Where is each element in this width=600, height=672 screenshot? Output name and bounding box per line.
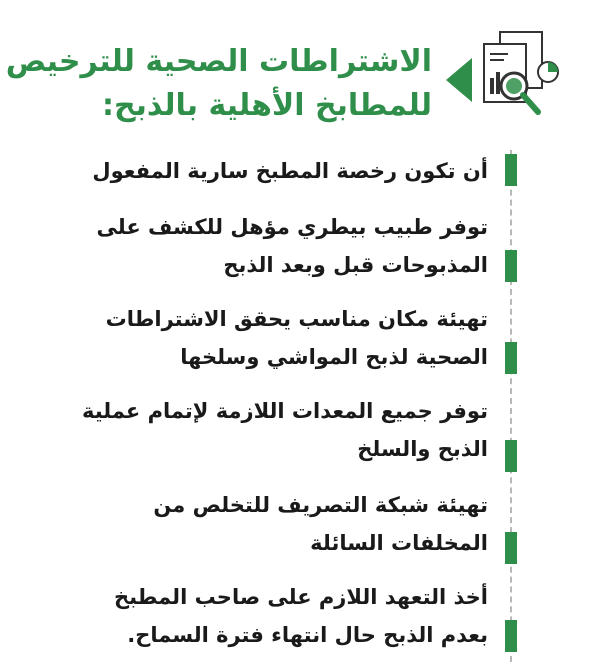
title-line-2: للمطابخ الأهلية بالذبح: — [102, 88, 432, 123]
item-marker — [505, 342, 517, 374]
item-marker — [505, 250, 517, 282]
list-item — [18, 578, 488, 654]
list-item — [18, 486, 488, 562]
pointer-arrow-icon — [446, 58, 472, 102]
list-item — [18, 152, 488, 190]
requirements-list — [0, 150, 600, 670]
list-item — [18, 300, 488, 376]
list-item-line: توفر جميع المعدات اللازمة لإتمام عملية — [81, 399, 488, 423]
dashed-rail — [510, 150, 512, 662]
list-item-line: الصحية لذبح المواشي وسلخها — [180, 345, 488, 369]
item-marker — [505, 440, 517, 472]
list-item — [18, 208, 488, 284]
list-item-line: توفر طبيب بيطري مؤهل للكشف على — [96, 215, 488, 239]
list-item-line: الذبح والسلخ — [357, 437, 488, 461]
item-marker — [505, 532, 517, 564]
document-magnifier-icon — [478, 28, 570, 128]
list-item-line: المخلفات السائلة — [310, 531, 488, 555]
list-item — [18, 392, 488, 468]
list-item-line: المذبوحات قبل وبعد الذبح — [223, 253, 488, 277]
title-line-1: الاشتراطات الصحية للترخيص — [5, 44, 432, 79]
item-marker — [505, 154, 517, 186]
page-title — [5, 40, 432, 128]
list-item-line: أن تكون رخصة المطبخ سارية المفعول — [92, 159, 488, 183]
list-item-line: بعدم الذبح حال انتهاء فترة السماح. — [127, 623, 488, 647]
list-item-line: أخذ التعهد اللازم على صاحب المطبخ — [113, 585, 488, 609]
list-item-line: تهيئة مكان مناسب يحقق الاشتراطات — [105, 307, 488, 331]
item-marker — [505, 620, 517, 652]
list-item-line: تهيئة شبكة التصريف للتخلص من — [153, 493, 488, 517]
header — [0, 0, 600, 140]
